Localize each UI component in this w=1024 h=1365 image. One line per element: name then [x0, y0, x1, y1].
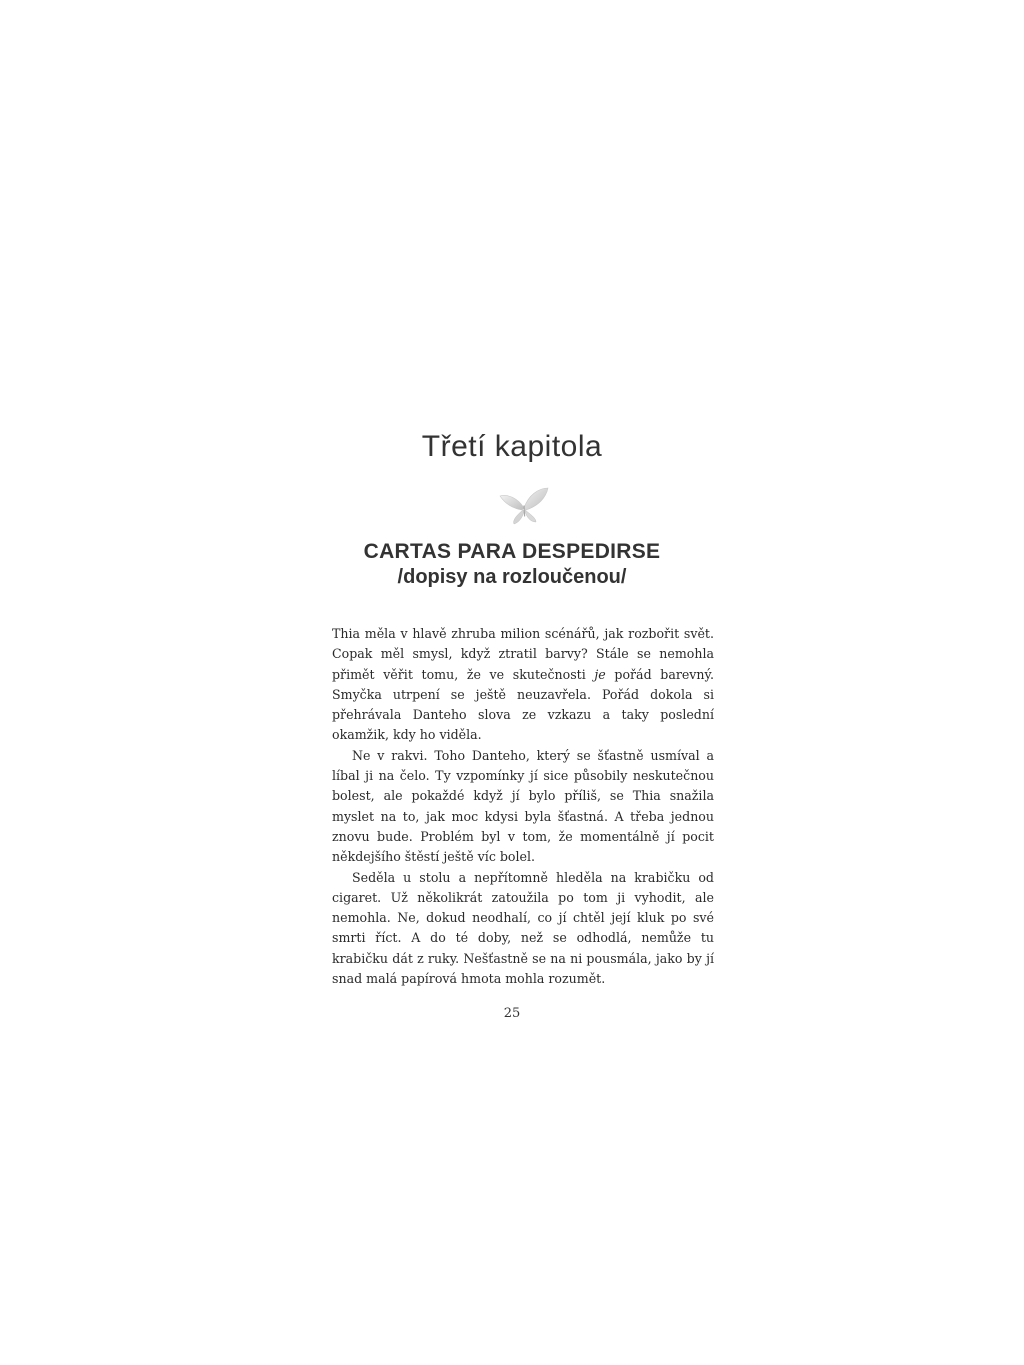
paragraph-text: pořád barevný. Smyčka utrpení se ještě neuzavřela. Pořád dokola si přehrávala Danteho slova ze vzkazu a taky poslední okamžik, kdy ho viděla. [332, 666, 714, 743]
paragraph-text: Thia měla v hlavě zhruba milion scénářů, jak rozbořit svět. Copak měl smysl, když ztratil barvy? Stále se nemohla přimět věřit tomu, že ve skutečnosti [332, 626, 714, 682]
butterfly-icon [496, 486, 552, 526]
chapter-body [332, 624, 714, 989]
paragraph [332, 624, 714, 746]
section-title: CARTAS PARA DESPEDIRSE [363, 540, 661, 563]
page-number: 25 [503, 1006, 521, 1021]
emphasis-text: je [594, 666, 606, 682]
section-subtitle: /dopisy na rozloučenou/ [397, 566, 627, 588]
paragraph: Ne v rakvi. Toho Danteho, který se šťastně usmíval a líbal ji na čelo. Ty vzpomínky jí sice působily neskutečnou bolest, ale pokaždé když jí bylo příliš, se Thia snažila myslet na to, jak moc kdysi byla šťastná. A třeba jednou znovu bude. Problém byl v tom, že momentálně jí pocit někdejšího štěstí ještě víc bolel. [332, 747, 714, 865]
chapter-title: Třetí kapitola [421, 430, 603, 463]
paragraph: Seděla u stolu a nepřítomně hleděla na krabičku od cigaret. Už několikrát zatoužila po tom ji vyhodit, ale nemohla. Ne, dokud neodhalí, co jí chtěl její kluk po své smrti říct. A do té doby, než se odhodlá, nemůže tu krabičku dát z ruky. Nešťastně se na ni pousmála, jako by jí snad malá papírová hmota mohla rozumět. [332, 869, 714, 987]
